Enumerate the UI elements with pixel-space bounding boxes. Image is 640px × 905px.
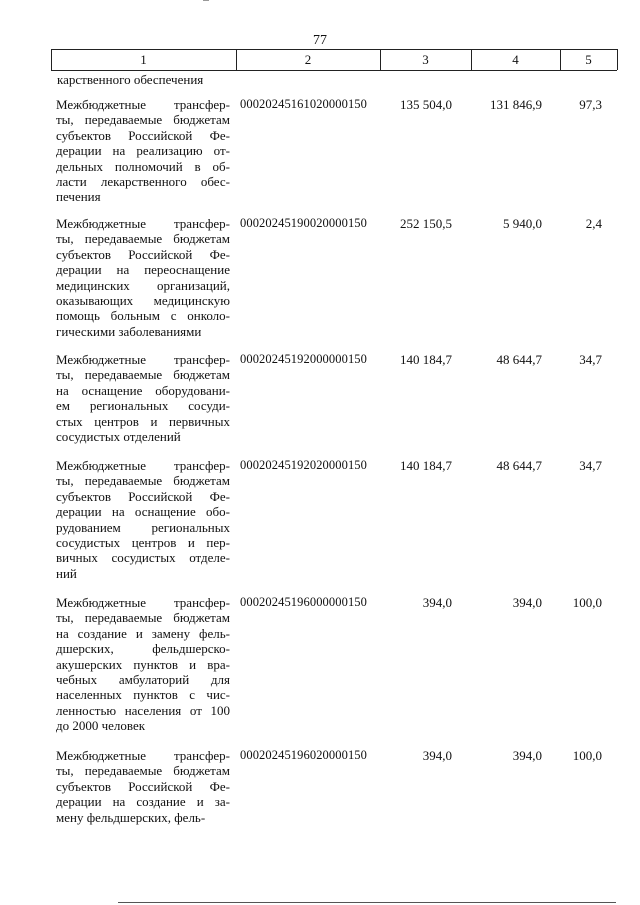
description-line: до 2000 человек	[56, 718, 146, 734]
executed-amount: 131 846,9	[490, 97, 542, 112]
budget-code: 00020245192020000150	[240, 458, 367, 472]
row-description	[56, 352, 230, 444]
description-line: дерации на создание и за-	[56, 794, 230, 810]
executed-amount: 5 940,0	[503, 216, 542, 231]
footer-rule	[118, 902, 616, 903]
planned-amount: 394,0	[422, 595, 452, 610]
description-line: Межбюджетные трансфер-	[56, 216, 230, 231]
header-col-3: 3	[422, 52, 429, 67]
description-line: рудованием региональных	[56, 519, 230, 535]
description-line: субъектов Российской Фе-	[56, 127, 230, 143]
description-line: сосудистых отделений	[56, 429, 181, 445]
description-line: субъектов Российской Фе-	[56, 246, 230, 262]
header-bottom-border	[51, 70, 617, 71]
description-line: Межбюджетные трансфер-	[56, 97, 230, 112]
row-description	[56, 216, 230, 339]
executed-amount: 394,0	[512, 595, 542, 610]
budget-code: 00020245196020000150	[240, 748, 367, 762]
description-line: медицинских организаций,	[56, 277, 230, 293]
execution-percent: 97,3	[579, 97, 602, 112]
planned-amount: 394,0	[422, 748, 452, 763]
header-col-4: 4	[512, 52, 519, 67]
continuation-text: карственного обеспечения	[57, 72, 204, 87]
executed-amount: 394,0	[512, 748, 542, 763]
row-description	[56, 458, 230, 581]
planned-amount: 140 184,7	[400, 352, 452, 367]
description-line: сосудистых центров и пер-	[56, 535, 230, 551]
page-number: 77	[313, 33, 327, 48]
description-line: оказывающих медицинскую	[56, 293, 230, 309]
description-line: дельных полномочий в об-	[56, 158, 230, 174]
executed-amount: 48 644,7	[496, 458, 542, 473]
description-line: вичных сосудистых отделе-	[56, 550, 230, 566]
execution-percent: 2,4	[585, 216, 602, 231]
execution-percent: 100,0	[572, 748, 602, 763]
description-line: помощь больным с онколо-	[56, 308, 230, 324]
description-line: населенных пунктов с чис-	[56, 687, 230, 703]
description-line: субъектов Российской Фе-	[56, 488, 230, 504]
budget-code: 00020245196000000150	[240, 595, 367, 609]
description-line: ты, передаваемые бюджетам	[56, 367, 230, 383]
description-line: ты, передаваемые бюджетам	[56, 610, 230, 626]
header-top-border	[51, 49, 617, 50]
budget-code: 00020245190020000150	[240, 216, 367, 230]
executed-amount: 48 644,7	[496, 352, 542, 367]
header-col-1: 1	[140, 52, 147, 67]
planned-amount: 252 150,5	[400, 216, 452, 231]
execution-percent: 34,7	[579, 458, 602, 473]
description-line: на оснащение оборудовани-	[56, 382, 230, 398]
planned-amount: 135 504,0	[400, 97, 452, 112]
description-line: гическими заболеваниями	[56, 323, 202, 339]
description-line: Межбюджетные трансфер-	[56, 458, 230, 473]
description-line: ты, передаваемые бюджетам	[56, 763, 230, 779]
description-line: ты, передаваемые бюджетам	[56, 473, 230, 489]
row-description	[56, 595, 230, 734]
description-line: дерации на реализацию от-	[56, 143, 230, 159]
description-line: Межбюджетные трансфер-	[56, 748, 230, 763]
description-line: ний	[56, 565, 77, 581]
description-line: на создание и замену фель-	[56, 625, 230, 641]
description-line: дерации на оснащение обо-	[56, 504, 230, 520]
row-description	[56, 97, 230, 205]
description-line: ем региональных сосуди-	[56, 398, 230, 414]
description-line: ласти лекарственного обес-	[56, 174, 230, 190]
execution-percent: 100,0	[572, 595, 602, 610]
description-line: чебных амбулаторий для	[56, 672, 230, 688]
description-line: ты, передаваемые бюджетам	[56, 112, 230, 128]
description-line: мену фельдшерских, фель-	[56, 809, 206, 825]
scan-mark	[203, 0, 209, 1]
description-line: дшерских, фельдшерско-	[56, 641, 230, 657]
description-line: Межбюджетные трансфер-	[56, 595, 230, 610]
header-col-divider	[617, 49, 618, 70]
planned-amount: 140 184,7	[400, 458, 452, 473]
description-line: дерации на переоснащение	[56, 262, 230, 278]
header-col-5: 5	[585, 52, 592, 67]
header-col-2: 2	[304, 52, 312, 67]
description-line: ты, передаваемые бюджетам	[56, 231, 230, 247]
description-line: печения	[56, 189, 101, 205]
execution-percent: 34,7	[579, 352, 602, 367]
description-line: Межбюджетные трансфер-	[56, 352, 230, 367]
description-line: субъектов Российской Фе-	[56, 778, 230, 794]
budget-code: 00020245192000000150	[240, 352, 367, 366]
row-description	[56, 748, 230, 825]
budget-code: 00020245161020000150	[240, 97, 367, 111]
description-line: акушерских пунктов и вра-	[56, 656, 230, 672]
description-line: стых центров и первичных	[56, 413, 230, 429]
description-line: ленностью населения от 100	[56, 702, 230, 718]
